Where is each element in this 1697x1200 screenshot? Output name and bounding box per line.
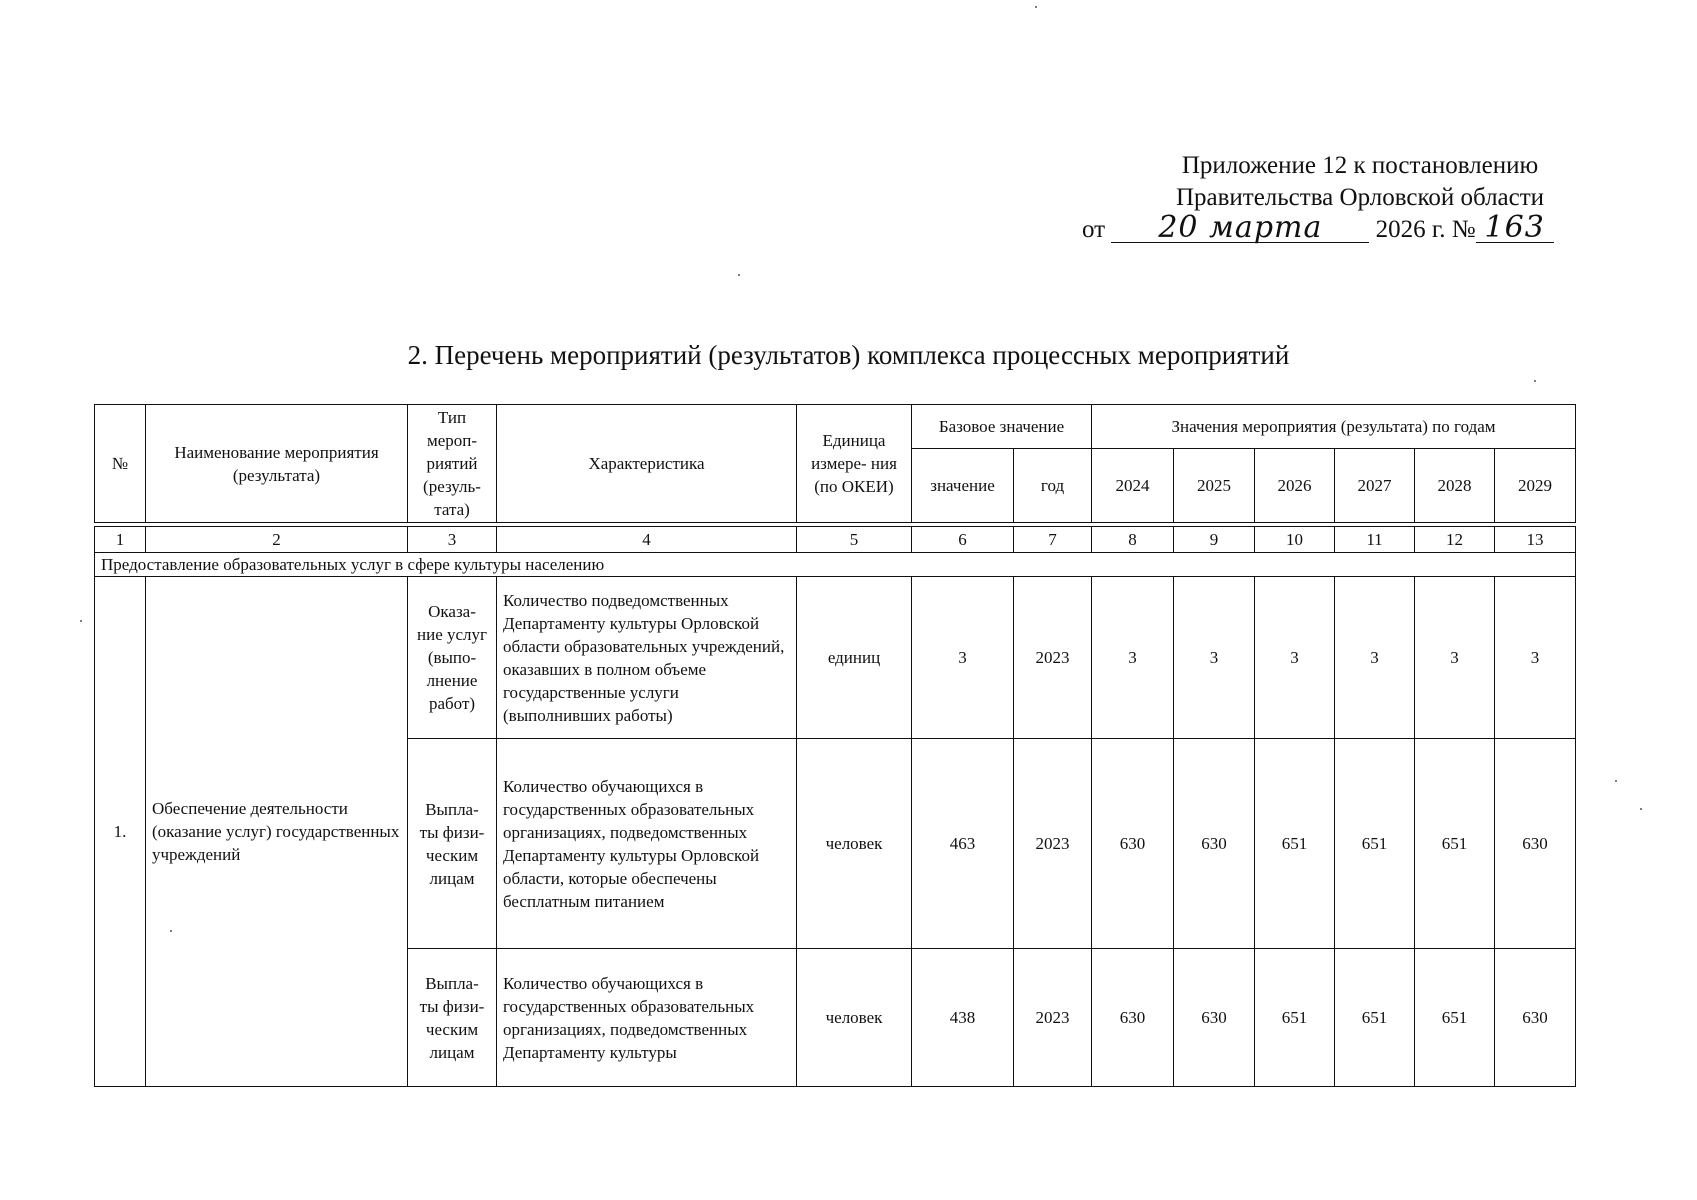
column-number: 9 bbox=[1174, 527, 1255, 553]
row-value: 630 bbox=[1174, 949, 1255, 1087]
row-value: 651 bbox=[1335, 739, 1415, 949]
row-value: 3 bbox=[1255, 577, 1335, 739]
header-year: 2028 bbox=[1415, 449, 1495, 523]
row-characteristic: Количество подведомственных Департаменту культуры Орловской области образовательных учреждений, оказавших в полном объеме государственные услуги (выполнивших работы) bbox=[497, 577, 797, 739]
header-name: Наименование мероприятия (результата) bbox=[146, 405, 408, 523]
section-row bbox=[95, 553, 1576, 577]
column-number: 4 bbox=[497, 527, 797, 553]
row-unit: единиц bbox=[797, 577, 912, 739]
appendix-line-1: Приложение 12 к постановлению bbox=[1181, 152, 1539, 179]
row-value: 3 bbox=[1495, 577, 1576, 739]
row-base-value: 438 bbox=[912, 949, 1014, 1087]
row-type: Выпла- ты физи- ческим лицам bbox=[408, 739, 497, 949]
appendix-year-text: 2026 г. № bbox=[1375, 216, 1476, 243]
row-unit: человек bbox=[797, 949, 912, 1087]
handwritten-date: 20 марта bbox=[1111, 214, 1369, 243]
row-base-year: 2023 bbox=[1014, 949, 1092, 1087]
appendix-header bbox=[1080, 150, 1640, 246]
header-characteristic: Характеристика bbox=[497, 405, 797, 523]
header-type: Тип мероп- риятий (резуль- тата) bbox=[408, 405, 497, 523]
row-value: 3 bbox=[1335, 577, 1415, 739]
column-number: 6 bbox=[912, 527, 1014, 553]
header-year: 2029 bbox=[1495, 449, 1576, 523]
header-base: Базовое значение bbox=[912, 405, 1092, 449]
scan-speck bbox=[1534, 380, 1536, 382]
row-value: 651 bbox=[1255, 739, 1335, 949]
column-number: 5 bbox=[797, 527, 912, 553]
row-value: 651 bbox=[1415, 949, 1495, 1087]
appendix-line-2: Правительства Орловской области bbox=[1175, 184, 1545, 211]
column-number: 10 bbox=[1255, 527, 1335, 553]
header-base-year: год bbox=[1014, 449, 1092, 523]
row-base-value: 3 bbox=[912, 577, 1014, 739]
row-value: 3 bbox=[1092, 577, 1174, 739]
item-name: Обеспечение деятельности (оказание услуг) государственных учреждений bbox=[146, 577, 408, 1087]
row-characteristic: Количество обучающихся в государственных образовательных организациях, подведомственных Департаменту культуры Орловской области, которые обеспечены бесплатным питанием bbox=[497, 739, 797, 949]
scan-speck bbox=[1640, 808, 1642, 810]
document-title: 2. Перечень мероприятий (результатов) комплекса процессных мероприятий bbox=[407, 340, 1290, 370]
header-by-years: Значения мероприятия (результата) по годам bbox=[1092, 405, 1576, 449]
activities-table bbox=[94, 404, 1576, 1087]
row-value: 630 bbox=[1092, 739, 1174, 949]
column-number: 1 bbox=[95, 527, 146, 553]
scan-speck bbox=[1615, 780, 1617, 782]
column-number: 11 bbox=[1335, 527, 1415, 553]
column-number: 13 bbox=[1495, 527, 1576, 553]
scan-speck bbox=[80, 620, 82, 622]
column-number: 12 bbox=[1415, 527, 1495, 553]
header-base-value: значение bbox=[912, 449, 1014, 523]
row-base-year: 2023 bbox=[1014, 739, 1092, 949]
row-base-value: 463 bbox=[912, 739, 1014, 949]
row-characteristic: Количество обучающихся в государственных образовательных организациях, подведомственных Департаменту культуры bbox=[497, 949, 797, 1087]
scan-speck bbox=[738, 274, 740, 276]
row-value: 3 bbox=[1174, 577, 1255, 739]
column-number: 3 bbox=[408, 527, 497, 553]
appendix-line-3 bbox=[1080, 210, 1640, 246]
row-value: 630 bbox=[1092, 949, 1174, 1087]
row-type: Оказа- ние услуг (выпо- лнение работ) bbox=[408, 577, 497, 739]
row-type: Выпла- ты физи- ческим лицам bbox=[408, 949, 497, 1087]
row-value: 630 bbox=[1495, 949, 1576, 1087]
header-row-1 bbox=[95, 405, 1576, 449]
header-year: 2026 bbox=[1255, 449, 1335, 523]
row-base-year: 2023 bbox=[1014, 577, 1092, 739]
row-value: 651 bbox=[1255, 949, 1335, 1087]
header-year: 2024 bbox=[1092, 449, 1174, 523]
header-year: 2027 bbox=[1335, 449, 1415, 523]
row-value: 651 bbox=[1415, 739, 1495, 949]
item-num: 1. bbox=[95, 577, 146, 1087]
column-number: 2 bbox=[146, 527, 408, 553]
row-value: 630 bbox=[1174, 739, 1255, 949]
row-value: 630 bbox=[1495, 739, 1576, 949]
scan-speck bbox=[170, 930, 172, 932]
scan-speck bbox=[1035, 6, 1037, 8]
header-unit: Единица измере- ния (по ОКЕИ) bbox=[797, 405, 912, 523]
table-row bbox=[95, 577, 1576, 739]
row-value: 3 bbox=[1415, 577, 1495, 739]
appendix-prefix: от bbox=[1082, 216, 1106, 243]
row-value: 651 bbox=[1335, 949, 1415, 1087]
header-year: 2025 bbox=[1174, 449, 1255, 523]
column-number: 8 bbox=[1092, 527, 1174, 553]
header-num: № bbox=[95, 405, 146, 523]
section-title: Предоставление образовательных услуг в сфере культуры населению bbox=[95, 553, 1576, 577]
row-unit: человек bbox=[797, 739, 912, 949]
column-number-row bbox=[95, 527, 1576, 553]
column-number: 7 bbox=[1014, 527, 1092, 553]
handwritten-number: 163 bbox=[1476, 214, 1554, 243]
